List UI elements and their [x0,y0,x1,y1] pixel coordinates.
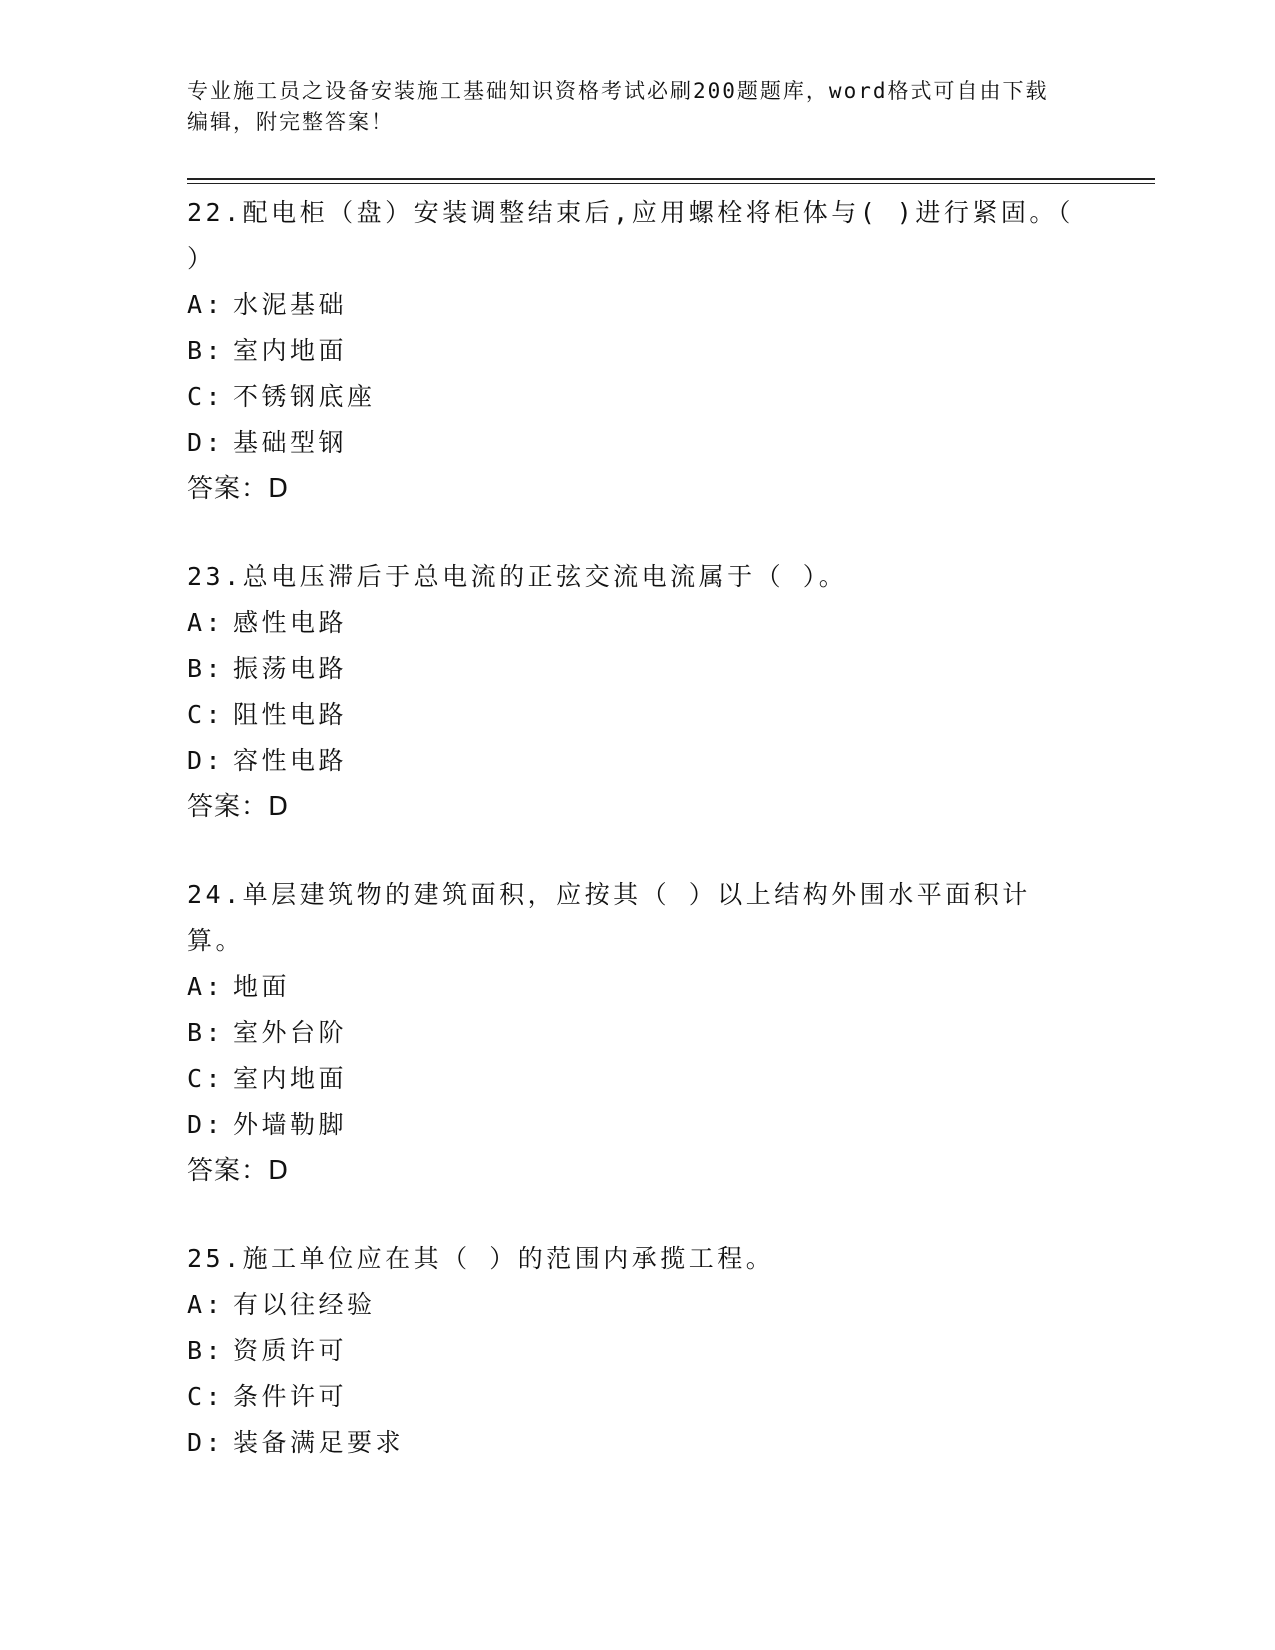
option-letter: B: [187,336,225,365]
option-text: 基础型钢 [233,428,348,457]
option-c [187,692,1077,738]
question-stem: 24.单层建筑物的建筑面积，应按其（ ）以上结构外围水平面积计算。 [187,880,1031,955]
option-text: 条件许可 [233,1382,348,1411]
option-letter: B: [187,654,225,683]
question-24 [187,872,1077,1194]
document-header: 专业施工员之设备安装施工基础知识资格考试必刷200题题库，word格式可自由下载编辑，附完整答案！ [187,79,1049,134]
answer-line: 答案：D [187,474,290,504]
answer-line: 答案：D [187,792,290,822]
option-text: 振荡电路 [233,654,348,683]
option-c [187,1056,1077,1102]
option-a [187,1282,1077,1328]
question-stem: 25.施工单位应在其（ ）的范围内承揽工程。 [187,1244,775,1273]
option-letter: D: [187,746,225,775]
option-letter: C: [187,1382,225,1411]
option-text: 外墙勒脚 [233,1110,348,1139]
option-a [187,600,1077,646]
option-c [187,1374,1077,1420]
question-23 [187,554,1077,830]
option-c [187,374,1077,420]
option-letter: D: [187,428,225,457]
option-letter: A: [187,1290,225,1319]
question-list [187,190,1077,1508]
question-22 [187,190,1077,512]
option-a [187,282,1077,328]
option-text: 地面 [233,972,291,1001]
option-text: 不锈钢底座 [233,382,376,411]
option-b [187,1328,1077,1374]
option-text: 容性电路 [233,746,348,775]
option-text: 室外台阶 [233,1018,348,1047]
option-text: 室内地面 [233,336,348,365]
option-b [187,328,1077,374]
question-25 [187,1236,1077,1466]
answer-line: 答案：D [187,1156,290,1186]
option-b [187,646,1077,692]
question-stem: 23.总电压滞后于总电流的正弦交流电流属于（ ）。 [187,562,848,591]
option-letter: B: [187,1336,225,1365]
option-letter: D: [187,1110,225,1139]
option-a [187,964,1077,1010]
option-letter: C: [187,1064,225,1093]
option-text: 有以往经验 [233,1290,376,1319]
option-text: 装备满足要求 [233,1428,405,1457]
option-d [187,738,1077,784]
option-d [187,1102,1077,1148]
option-letter: A: [187,972,225,1001]
option-letter: D: [187,1428,225,1457]
option-letter: B: [187,1018,225,1047]
option-d [187,1420,1077,1466]
question-stem: 22.配电柜（盘）安装调整结束后,应用螺栓将柜体与( )进行紧固。（ ） [187,198,1074,273]
option-letter: A: [187,290,225,319]
header-divider-thick [187,178,1155,180]
option-b [187,1010,1077,1056]
option-text: 水泥基础 [233,290,348,319]
option-text: 室内地面 [233,1064,348,1093]
option-d [187,420,1077,466]
option-letter: C: [187,382,225,411]
header-divider-thin [187,183,1155,184]
option-text: 感性电路 [233,608,348,637]
option-text: 阻性电路 [233,700,348,729]
option-letter: C: [187,700,225,729]
option-letter: A: [187,608,225,637]
option-text: 资质许可 [233,1336,348,1365]
